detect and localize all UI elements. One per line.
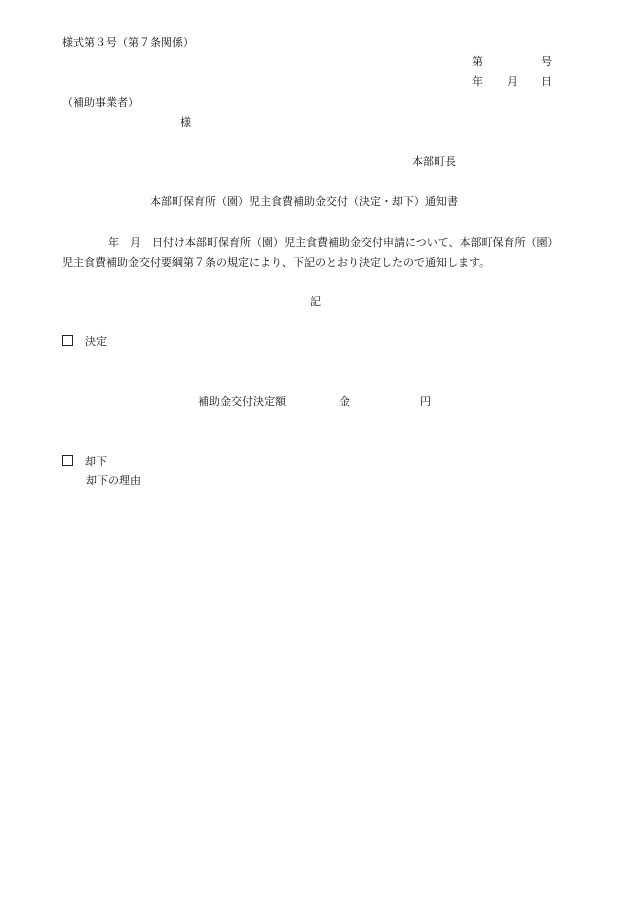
amount-label: 補助金交付決定額 [198,395,286,408]
form-id: 様式第３号（第７条関係） [62,36,194,49]
date-year: 年 [472,75,483,88]
rejection-reason-label: 却下の理由 [86,474,141,487]
decision-label: 決定 [85,335,107,348]
issuer-name: 本部町長 [412,155,456,168]
body-line-1: 年 月 日付け本部町保育所（園）児主食費補助金交付申請について、本部町保育所（園） [108,236,559,249]
amount-kin: 金 [339,395,350,408]
rejection-label: 却下 [85,455,107,468]
amount-yen: 円 [420,395,431,408]
rejection-checkbox[interactable] [62,455,73,466]
decision-item [62,335,107,349]
addressee-label: （補助事業者） [62,96,139,109]
doc-number-suffix: 号 [541,55,552,68]
ki-heading: 記 [310,295,321,308]
date-month: 月 [507,75,518,88]
doc-number-prefix: 第 [472,55,483,68]
rejection-item [62,455,107,469]
date-day: 日 [541,75,552,88]
document-title: 本部町保育所（園）児主食費補助金交付（決定・却下）通知書 [150,195,458,208]
body-line-2: 児主食費補助金交付要綱第７条の規定により、下記のとおり決定したので通知します。 [62,256,491,269]
addressee-honorific: 様 [180,116,191,129]
decision-checkbox[interactable] [62,335,73,346]
